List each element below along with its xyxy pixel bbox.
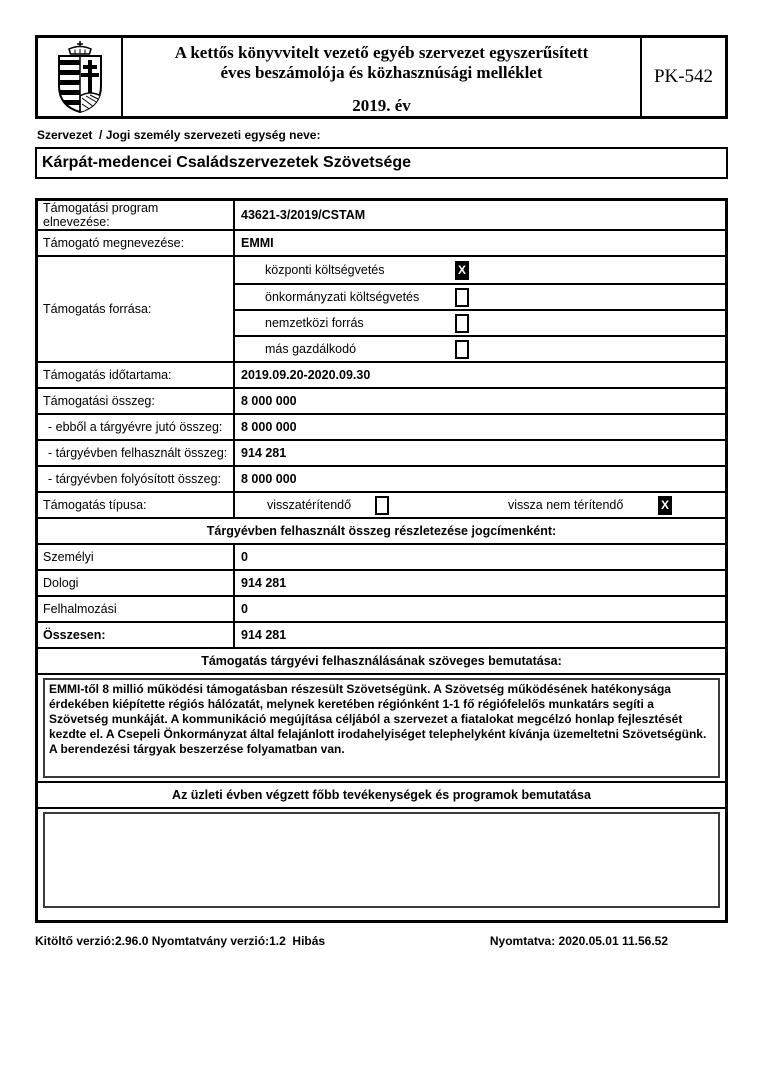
material-label: Dologi bbox=[38, 571, 235, 595]
logo-cell bbox=[38, 38, 123, 116]
table-row bbox=[38, 465, 725, 491]
source-option bbox=[235, 283, 725, 309]
form-year: 2019. év bbox=[352, 96, 411, 115]
personnel-value: 0 bbox=[241, 550, 248, 564]
material-value: 914 281 bbox=[241, 576, 287, 590]
amount-value: 8 000 000 bbox=[241, 394, 297, 408]
checkbox-non-repayable: X bbox=[658, 496, 672, 515]
total-label: Összesen: bbox=[38, 623, 235, 647]
organization-name-label: Szervezet / Jogi személy szervezeti egység neve: bbox=[37, 128, 321, 142]
support-source-options bbox=[235, 257, 725, 361]
type-option-label: vissza nem térítendő bbox=[508, 498, 624, 512]
form-header bbox=[35, 35, 728, 119]
paid-amount-value: 8 000 000 bbox=[241, 472, 297, 486]
duration-value: 2019.09.20-2020.09.30 bbox=[241, 368, 371, 382]
source-option bbox=[235, 309, 725, 335]
footer-printed-timestamp: Nyomtatva: 2020.05.01 11.56.52 bbox=[489, 934, 668, 948]
activities-text-row bbox=[38, 807, 725, 920]
source-option bbox=[235, 335, 725, 361]
usage-text-row bbox=[38, 673, 725, 781]
form-title-line2: éves beszámolója és közhasznúsági melléklet bbox=[220, 63, 543, 82]
program-name-value: 43621-3/2019/CSTAM bbox=[241, 208, 366, 222]
organization-name-field bbox=[35, 147, 728, 179]
source-option-label: nemzetközi forrás bbox=[265, 316, 364, 330]
form-code: PK-542 bbox=[640, 38, 725, 116]
breakdown-section-header: Tárgyévben felhasznált összeg részletezése jogcímenként: bbox=[38, 517, 725, 543]
usage-text-field: EMMI-től 8 millió működési támogatásban részesült Szövetségünk. A Szövetség működésének hatékonysága érdekében kiépítette régiós hálózatát, melynek keretében régiónként 1-1 fő régiófelelős munkatárs segíti a Szövetség munkáját. A kommunikáció megújítása céljából a szervezet a fiatalokat megcélzó honlap fejlesztését kezdte el. A Csepeli Önkormányzat által felajánlott irodahelyiséget telephelyként kívánja üzemeltetni Szövetségünk. A berendezési tárgyak beszerzése folyamatban van. bbox=[43, 678, 720, 778]
support-table bbox=[35, 198, 728, 923]
checkbox-other-entity bbox=[455, 340, 469, 359]
support-source-label: Támogatás forrása: bbox=[38, 257, 235, 361]
total-value: 914 281 bbox=[241, 628, 287, 642]
activities-section-header: Az üzleti évben végzett főbb tevékenységek és programok bemutatása bbox=[38, 781, 725, 807]
source-option-label: központi költségvetés bbox=[265, 263, 385, 277]
source-option-label: más gazdálkodó bbox=[265, 342, 357, 356]
table-row bbox=[38, 413, 725, 439]
table-row bbox=[38, 621, 725, 647]
checkbox-repayable bbox=[375, 496, 389, 515]
table-row bbox=[38, 201, 725, 229]
page-footer bbox=[35, 934, 728, 948]
table-row bbox=[38, 229, 725, 255]
program-name-label: Támogatási program elnevezése: bbox=[38, 201, 235, 229]
table-row bbox=[38, 361, 725, 387]
support-type-label: Támogatás típusa: bbox=[38, 493, 235, 517]
accumulation-label: Felhalmozási bbox=[38, 597, 235, 621]
activities-text-field bbox=[43, 812, 720, 908]
form-title-line1: A kettős könyvvitelt vezető egyéb szervezet egyszerűsített bbox=[174, 43, 589, 62]
provider-name-value: EMMI bbox=[241, 236, 274, 250]
used-amount-value: 914 281 bbox=[241, 446, 287, 460]
provider-name-label: Támogató megnevezése: bbox=[38, 231, 235, 255]
table-row bbox=[38, 595, 725, 621]
table-row bbox=[38, 569, 725, 595]
personnel-label: Személyi bbox=[38, 545, 235, 569]
organization-name-value: Kárpát-medencei Családszervezetek Szövetsége bbox=[42, 154, 412, 171]
year-amount-value: 8 000 000 bbox=[241, 420, 297, 434]
source-option bbox=[235, 257, 725, 283]
used-amount-label: - tárgyévben felhasznált összeg: bbox=[38, 441, 235, 465]
checkbox-international-source bbox=[455, 314, 469, 333]
form-title bbox=[123, 38, 640, 116]
table-row bbox=[38, 387, 725, 413]
paid-amount-label: - tárgyévben folyósított összeg: bbox=[38, 467, 235, 491]
table-row bbox=[38, 439, 725, 465]
checkbox-central-budget: X bbox=[455, 261, 469, 280]
amount-label: Támogatási összeg: bbox=[38, 389, 235, 413]
table-row bbox=[38, 543, 725, 569]
checkbox-municipal-budget bbox=[455, 288, 469, 307]
support-type-row bbox=[38, 491, 725, 517]
accumulation-value: 0 bbox=[241, 602, 248, 616]
duration-label: Támogatás időtartama: bbox=[38, 363, 235, 387]
hungarian-coat-of-arms-icon bbox=[49, 40, 111, 114]
usage-section-header: Támogatás tárgyévi felhasználásának szöveges bemutatása: bbox=[38, 647, 725, 673]
support-type-options bbox=[235, 493, 725, 517]
year-amount-label: - ebből a tárgyévre jutó összeg: bbox=[38, 415, 235, 439]
source-option-label: önkormányzati költségvetés bbox=[265, 290, 420, 304]
footer-version-info: Kitöltő verzió:2.96.0 Nyomtatvány verzió:1.2 Hibás bbox=[35, 934, 326, 948]
type-option-label: visszatérítendő bbox=[267, 498, 352, 512]
support-source-row bbox=[38, 255, 725, 361]
